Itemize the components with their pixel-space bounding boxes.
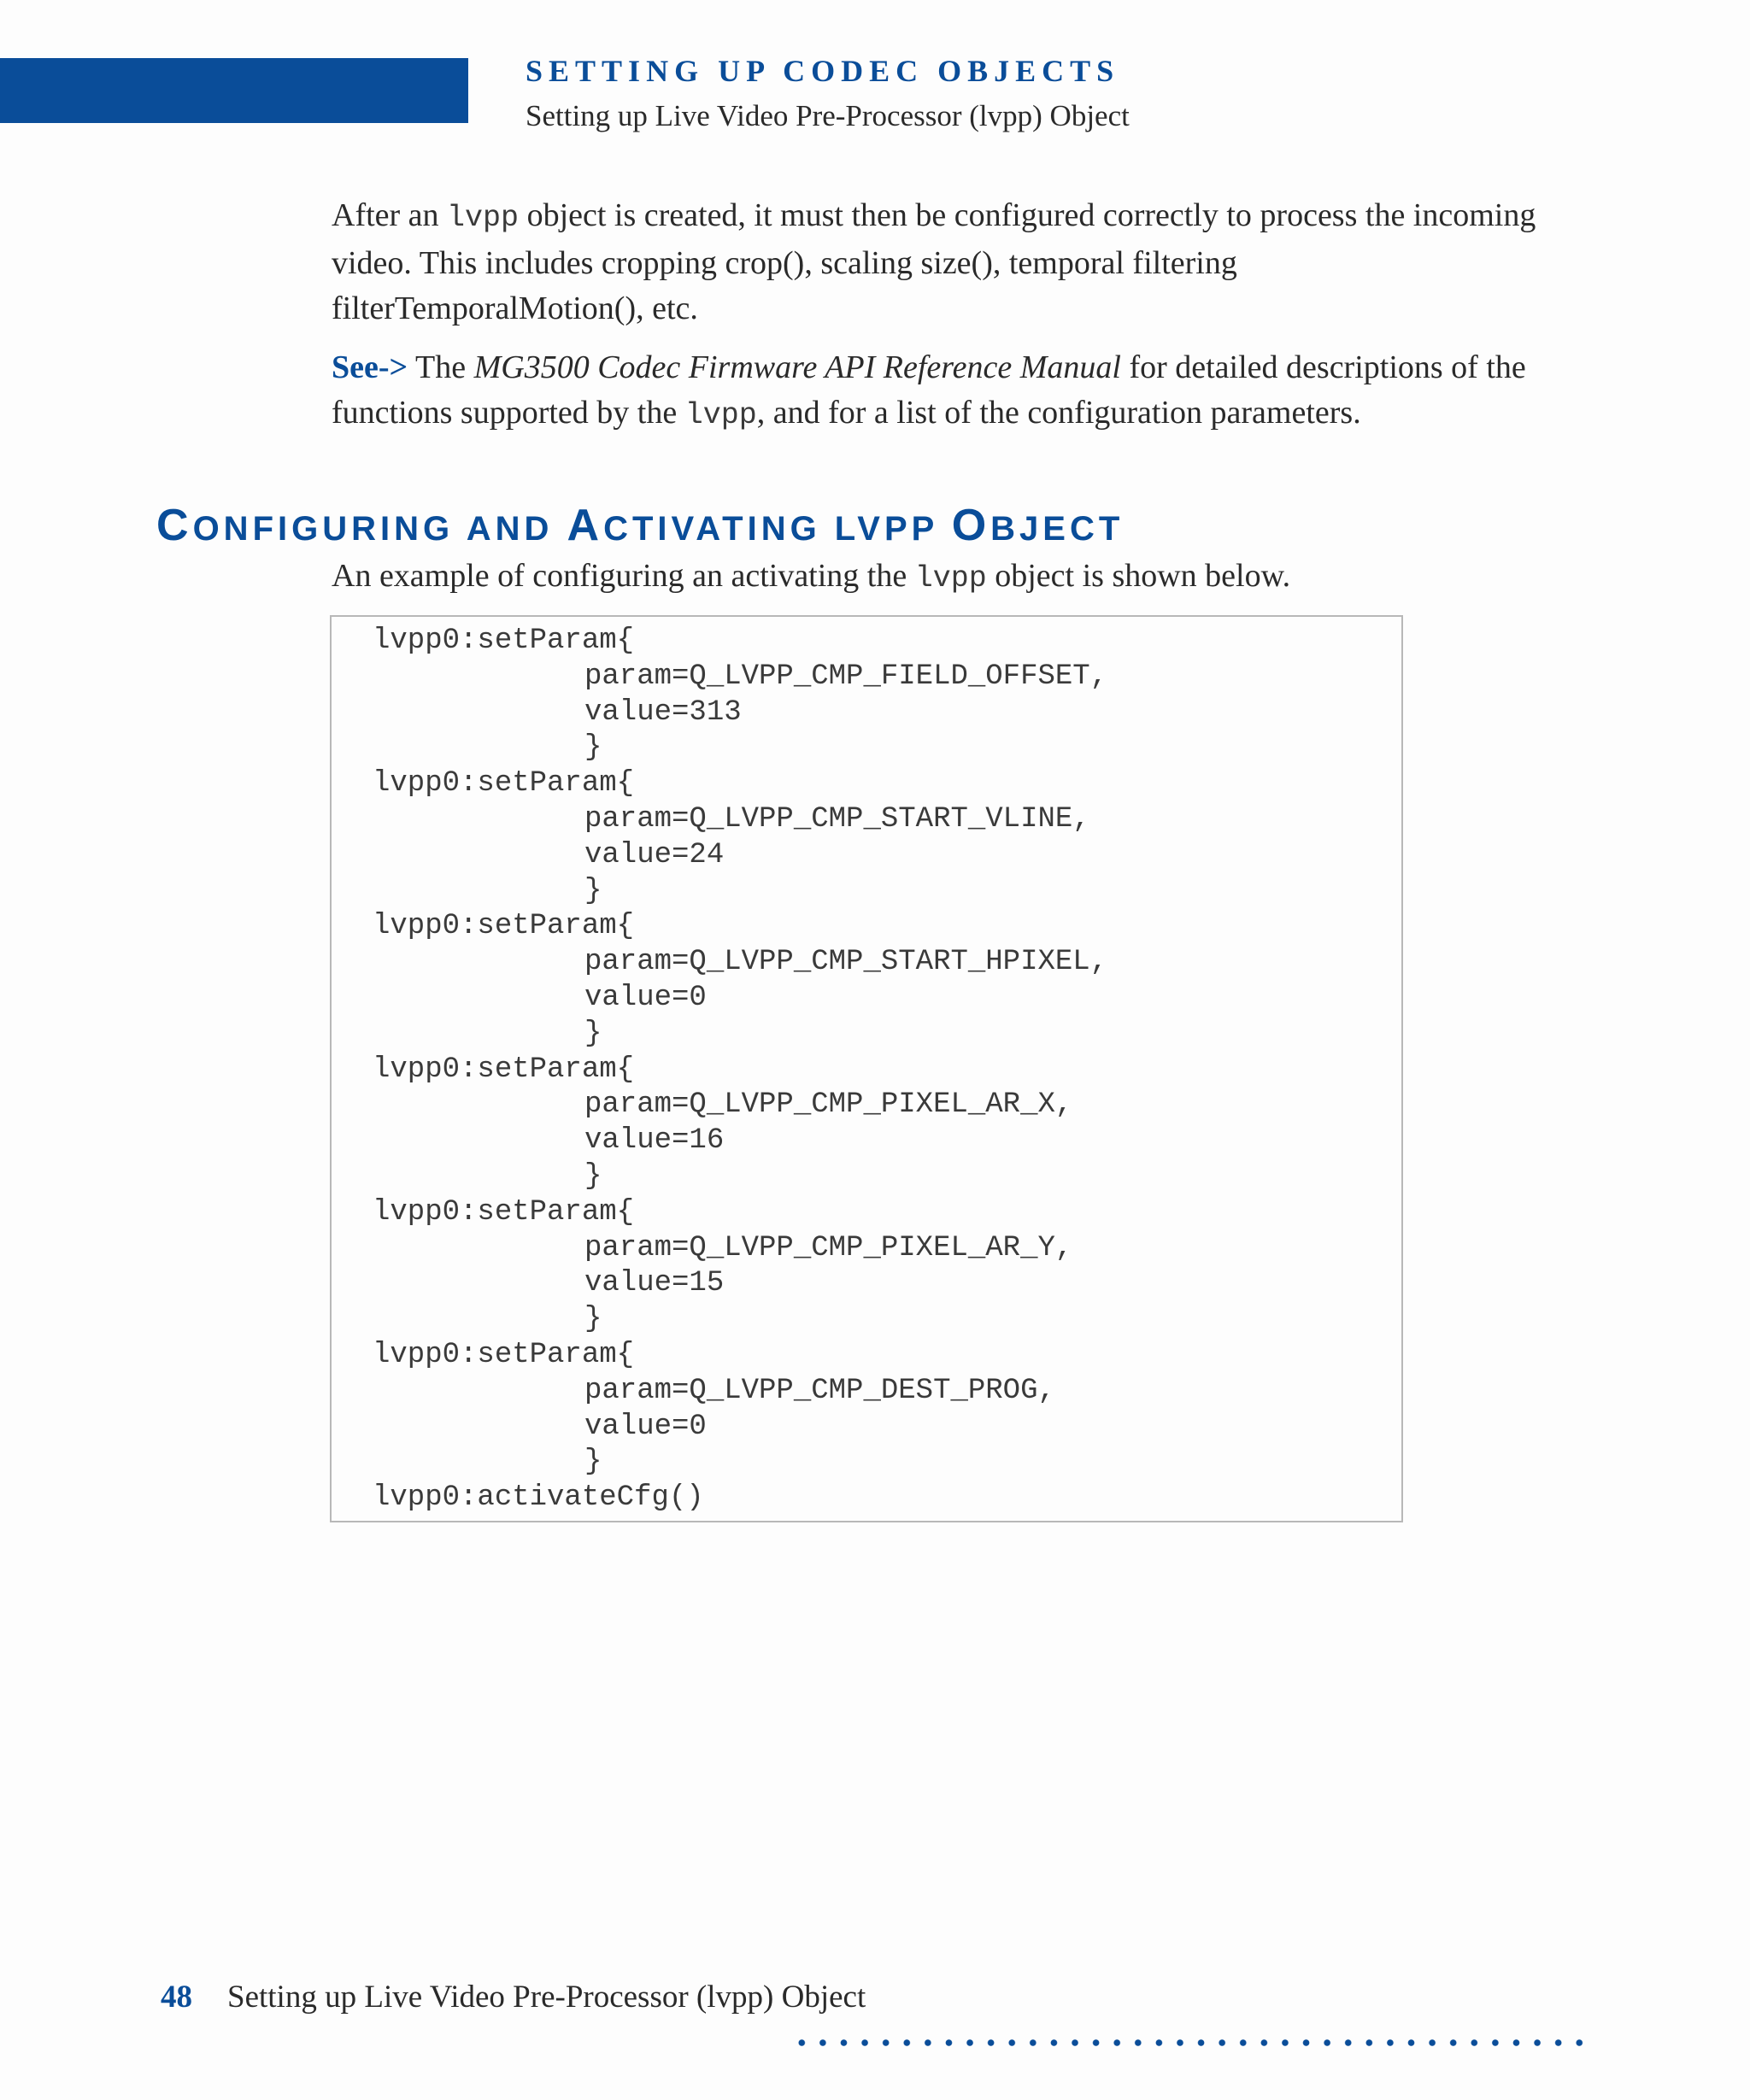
heading-part: BJECT bbox=[990, 510, 1125, 548]
code-line: param=Q_LVPP_CMP_START_HPIXEL, bbox=[584, 946, 1108, 979]
example-intro bbox=[332, 554, 1290, 601]
see-label: See-> bbox=[332, 349, 408, 385]
code-line: value=16 bbox=[584, 1124, 725, 1158]
header-color-bar bbox=[0, 58, 468, 123]
heading-part: C bbox=[156, 501, 193, 550]
code-line: value=15 bbox=[584, 1267, 725, 1300]
code-listing bbox=[373, 624, 1107, 1516]
section-heading bbox=[156, 500, 1124, 551]
code-line: param=Q_LVPP_CMP_PIXEL_AR_Y, bbox=[584, 1231, 1073, 1264]
code-line: param=Q_LVPP_CMP_PIXEL_AR_X, bbox=[584, 1088, 1073, 1122]
page-number: 48 bbox=[161, 1980, 192, 2015]
paragraph-text: The bbox=[408, 349, 474, 385]
code-line: lvpp0:setParam{ bbox=[373, 1338, 635, 1371]
manual-title: MG3500 Codec Firmware API Reference Manual bbox=[473, 349, 1121, 385]
code-line: lvpp0:setParam{ bbox=[373, 625, 635, 657]
heading-part: CTIVATING LVPP bbox=[603, 510, 952, 548]
code-line: lvpp0:activateCfg() bbox=[373, 1481, 704, 1515]
inline-code: lvpp bbox=[914, 561, 987, 595]
heading-part: ONFIGURING AND bbox=[192, 510, 567, 548]
paragraph-text: After an bbox=[332, 197, 448, 233]
intro-paragraph bbox=[332, 193, 1545, 331]
code-line: value=0 bbox=[584, 1410, 707, 1443]
code-line: value=313 bbox=[584, 695, 742, 729]
inline-code: lvpp bbox=[447, 201, 520, 235]
code-line: value=0 bbox=[584, 981, 707, 1014]
heading-part: A bbox=[567, 501, 604, 550]
paragraph-text: , and for a list of the configuration parameters. bbox=[756, 395, 1361, 431]
code-line: param=Q_LVPP_CMP_START_VLINE, bbox=[584, 802, 1090, 836]
code-line: param=Q_LVPP_CMP_FIELD_OFFSET, bbox=[584, 660, 1108, 693]
heading-part: O bbox=[951, 501, 991, 550]
section-subtitle: Setting up Live Video Pre-Processor (lvpp) Object bbox=[526, 99, 1130, 132]
code-line: } bbox=[584, 1446, 602, 1479]
code-line: } bbox=[584, 1159, 602, 1193]
paragraph-text: object is shown below. bbox=[986, 558, 1291, 594]
code-line: param=Q_LVPP_CMP_DEST_PROG, bbox=[584, 1374, 1055, 1407]
paragraph-text: for detailed descriptions of the functions supported by the bbox=[332, 349, 1526, 431]
footer-dotted-rule bbox=[791, 2038, 1594, 2047]
code-line: lvpp0:setParam{ bbox=[373, 1053, 635, 1086]
code-line: } bbox=[584, 874, 602, 907]
code-line: } bbox=[584, 731, 602, 765]
footer-title: Setting up Live Video Pre-Processor (lvpp) Object bbox=[227, 1980, 866, 2015]
code-line: lvpp0:setParam{ bbox=[373, 910, 635, 943]
inline-code: lvpp bbox=[684, 398, 757, 432]
code-line: lvpp0:setParam{ bbox=[373, 767, 635, 801]
chapter-title: SETTING UP CODEC OBJECTS bbox=[526, 54, 1120, 88]
code-line: lvpp0:setParam{ bbox=[373, 1195, 635, 1229]
code-line: } bbox=[584, 1017, 602, 1050]
code-example-box bbox=[330, 615, 1403, 1522]
paragraph-text: object is created, it must then be configured correctly to process the incoming video. This includes cropping crop(), scaling size(), temporal filtering filterTemporalMotion(), etc. bbox=[332, 197, 1536, 326]
paragraph-text: An example of configuring an activating the bbox=[332, 558, 915, 594]
see-reference-paragraph bbox=[332, 345, 1545, 438]
code-line: value=24 bbox=[584, 838, 725, 871]
code-line: } bbox=[584, 1303, 602, 1336]
